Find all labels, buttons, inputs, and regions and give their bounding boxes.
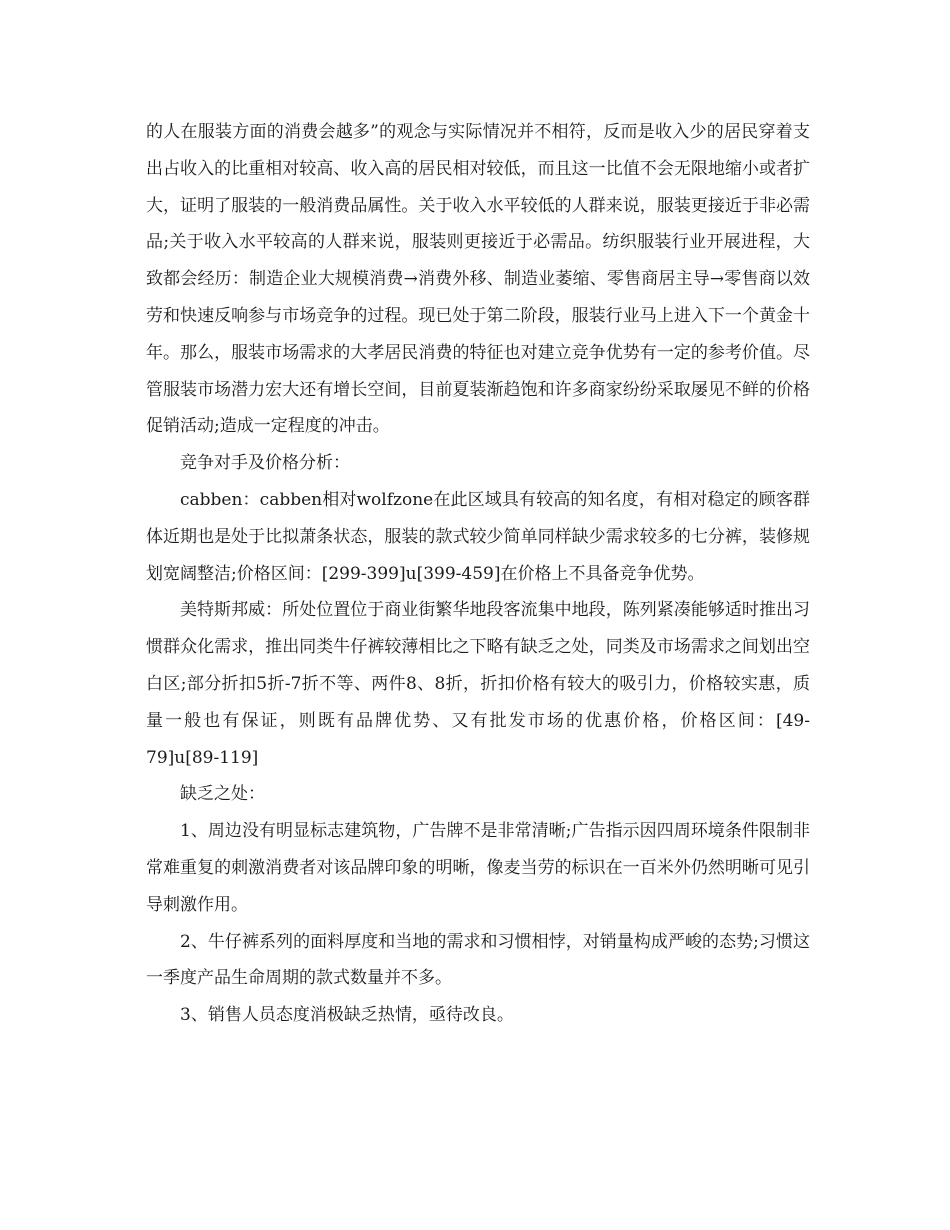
list-item-shortcoming-2: 2、牛仔裤系列的面料厚度和当地的需求和习惯相悖，对销量构成严峻的态势;习惯这一季度产品生命周期的款式数量并不多。: [146, 931, 810, 989]
heading-shortcomings: 缺乏之处：: [180, 784, 265, 805]
heading-competitor-price-analysis: 竞争对手及价格分析：: [180, 453, 350, 474]
paragraph-meters-bonwe-analysis: 美特斯邦威：所处位置位于商业街繁华地段客流集中地段，陈列紧凑能够适时推出习惯群众化需求，推出同类牛仔裤较薄相比之下略有缺乏之处，同类及市场需求之间划出空白区;部分折扣5折-7折不等、两件8、8折，折扣价格有较大的吸引力，价格较实惠，质量一般也有保证，则既有品牌优势、又有批发市场的优惠价格，价格区间：[49-79]u[89-119]: [146, 600, 810, 768]
paragraph-intro-continuation: 的人在服装方面的消费会越多”的观念与实际情况并不相符，反而是收入少的居民穿着支出占收入的比重相对较高、收入高的居民相对较低，而且这一比值不会无限地缩小或者扩大，证明了服装的一般消费品属性。关于收入水平较低的人群来说，服装更接近于非必需品;关于收入水平较高的人群来说，服装则更接近于必需品。纺织服装行业开展进程，大致都会经历：制造企业大规模消费→消费外移、制造业萎缩、零售商居主导→零售商以效劳和快速反响参与市场竞争的过程。现已处于第二阶段，服装行业马上进入下一个黄金十年。那么，服装市场需求的大孝居民消费的特征也对建立竞争优势有一定的参考价值。尽管服装市场潜力宏大还有增长空间，目前夏装渐趋饱和许多商家纷纷采取屡见不鲜的价格促销活动;造成一定程度的冲击。: [146, 122, 810, 437]
paragraph-cabben-analysis: cabben：cabben相对wolfzone在此区域具有较高的知名度，有相对稳定的顾客群体近期也是处于比拟萧条状态，服装的款式较少简单同样缺少需求较多的七分裤，装修规划宽阔整洁;价格区间：[299-399]u[399-459]在价格上不具备竞争优势。: [146, 489, 810, 584]
document-body: [146, 114, 810, 1034]
list-item-shortcoming-3: 3、销售人员态度消极缺乏热情，亟待改良。: [180, 1005, 514, 1026]
list-item-shortcoming-1: 1、周边没有明显标志建筑物，广告牌不是非常清晰;广告指示因四周环境条件限制非常难重复的刺激消费者对该品牌印象的明晰，像麦当劳的标识在一百米外仍然明晰可见引导刺激作用。: [146, 821, 810, 915]
